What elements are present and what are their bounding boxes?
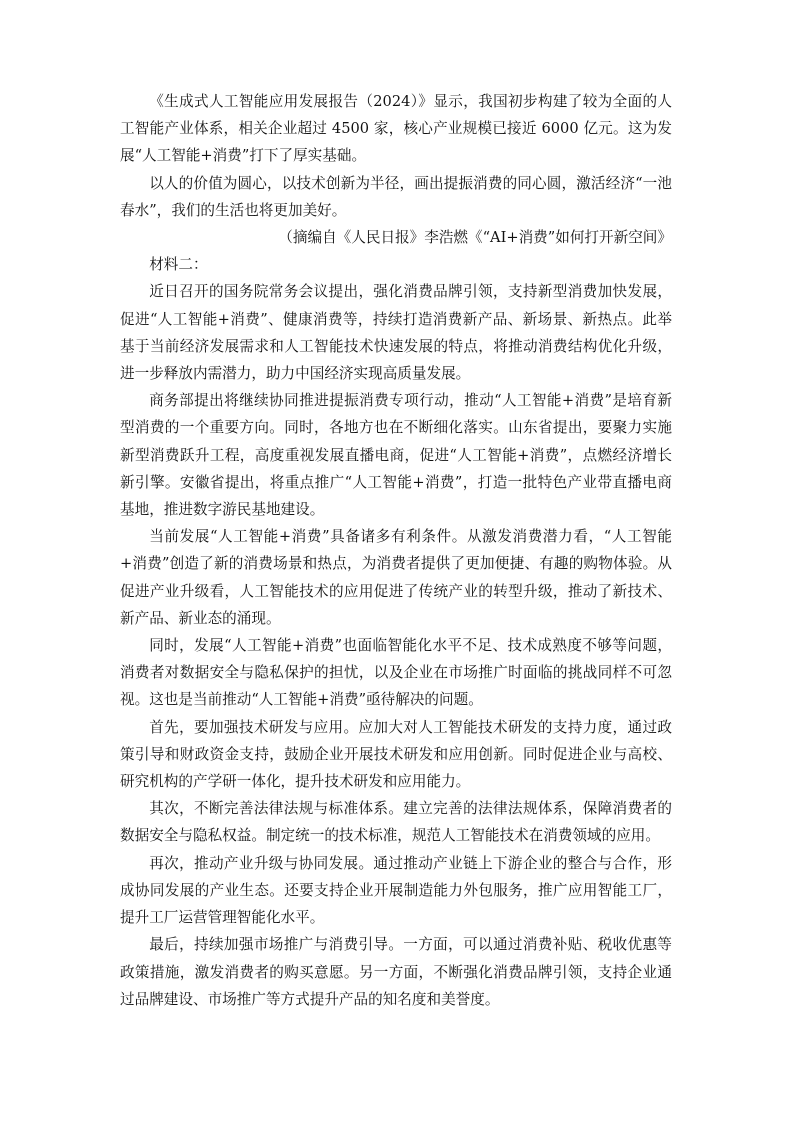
paragraph-third-measure: 再次，推动产业升级与协同发展。通过推动产业链上下游企业的整合与合作，形成协同发展的产业生态。还要支持企业开展制造能力外包服务，推广应用智能工厂，提升工厂运营管理智能化水平。 xyxy=(120,854,672,927)
section-label-material-two: 材料二： xyxy=(149,256,208,274)
document-body xyxy=(120,88,672,1013)
paragraph-second-measure: 其次，不断完善法律法规与标准体系。建立完善的法律法规体系，保障消费者的数据安全与隐私权益。制定统一的技术标准，规范人工智能技术在消费领域的应用。 xyxy=(120,800,672,845)
paragraph-state-council: 近日召开的国务院常务会议提出，强化消费品牌引领，支持新型消费加快发展，促进“人工智能+消费”、健康消费等，持续打造消费新产品、新场景、新热点。此举基于当前经济发展需求和人工智能技术快速发展的特点，将推动消费结构优化升级，进一步释放内需潜力，助力中国经济实现高质量发展。 xyxy=(120,283,672,383)
paragraph-conclusion: 以人的价值为圆心，以技术创新为半径，画出提振消费的同心圆，激活经济“一池春水”，我们的生活也将更加美好。 xyxy=(120,174,672,219)
paragraph-ministry-commerce: 商务部提出将继续协同推进提振消费专项行动，推动“人工智能+消费”是培育新型消费的一个重要方向。同时，各地方也在不断细化落实。山东省提出，要聚力实施新型消费跃升工程，高度重视发展直播电商，促进“人工智能+消费”，点燃经济增长新引擎。安徽省提出，将重点推广“人工智能+消费”，打造一批特色产业带直播电商基地，推进数字游民基地建设。 xyxy=(120,392,672,519)
paragraph-first-measure: 首先，要加强技术研发与应用。应加大对人工智能技术研发的支持力度，通过政策引导和财政资金支持，鼓励企业开展技术研发和应用创新。同时促进企业与高校、研究机构的产学研一体化，提升技术研发和应用能力。 xyxy=(120,718,672,791)
paragraph-report-stats: 《生成式人工智能应用发展报告（2024）》显示，我国初步构建了较为全面的人工智能产业体系，相关企业超过 4500 家，核心产业规模已接近 6000 亿元。这为发展“人工智能+消费”打下了厚实基础。 xyxy=(120,93,672,165)
paragraph-final-measure: 最后，持续加强市场推广与消费引导。一方面，可以通过消费补贴、税收优惠等政策措施，激发消费者的购买意愿。另一方面，不断强化消费品牌引领，支持企业通过品牌建设、市场推广等方式提升产品的知名度和美誉度。 xyxy=(120,936,672,1008)
paragraph-favorable-conditions: 当前发展“人工智能+消费”具备诸多有利条件。从激发消费潜力看，“人工智能+消费”创造了新的消费场景和热点，为消费者提供了更加便捷、有趣的购物体验。从促进产业升级看，人工智能技术的应用促进了传统产业的转型升级，推动了新技术、新产品、新业态的涌现。 xyxy=(120,528,672,627)
source-citation: （摘编自《人民日报》李浩燃《“AI+消费”如何打开新空间》 xyxy=(278,229,672,247)
paragraph-challenges: 同时，发展“人工智能+消费”也面临智能化水平不足、技术成熟度不够等问题，消费者对数据安全与隐私保护的担忧，以及企业在市场推广时面临的挑战同样不可忽视。这也是当前推动“人工智能+消费”亟待解决的问题。 xyxy=(120,637,672,709)
